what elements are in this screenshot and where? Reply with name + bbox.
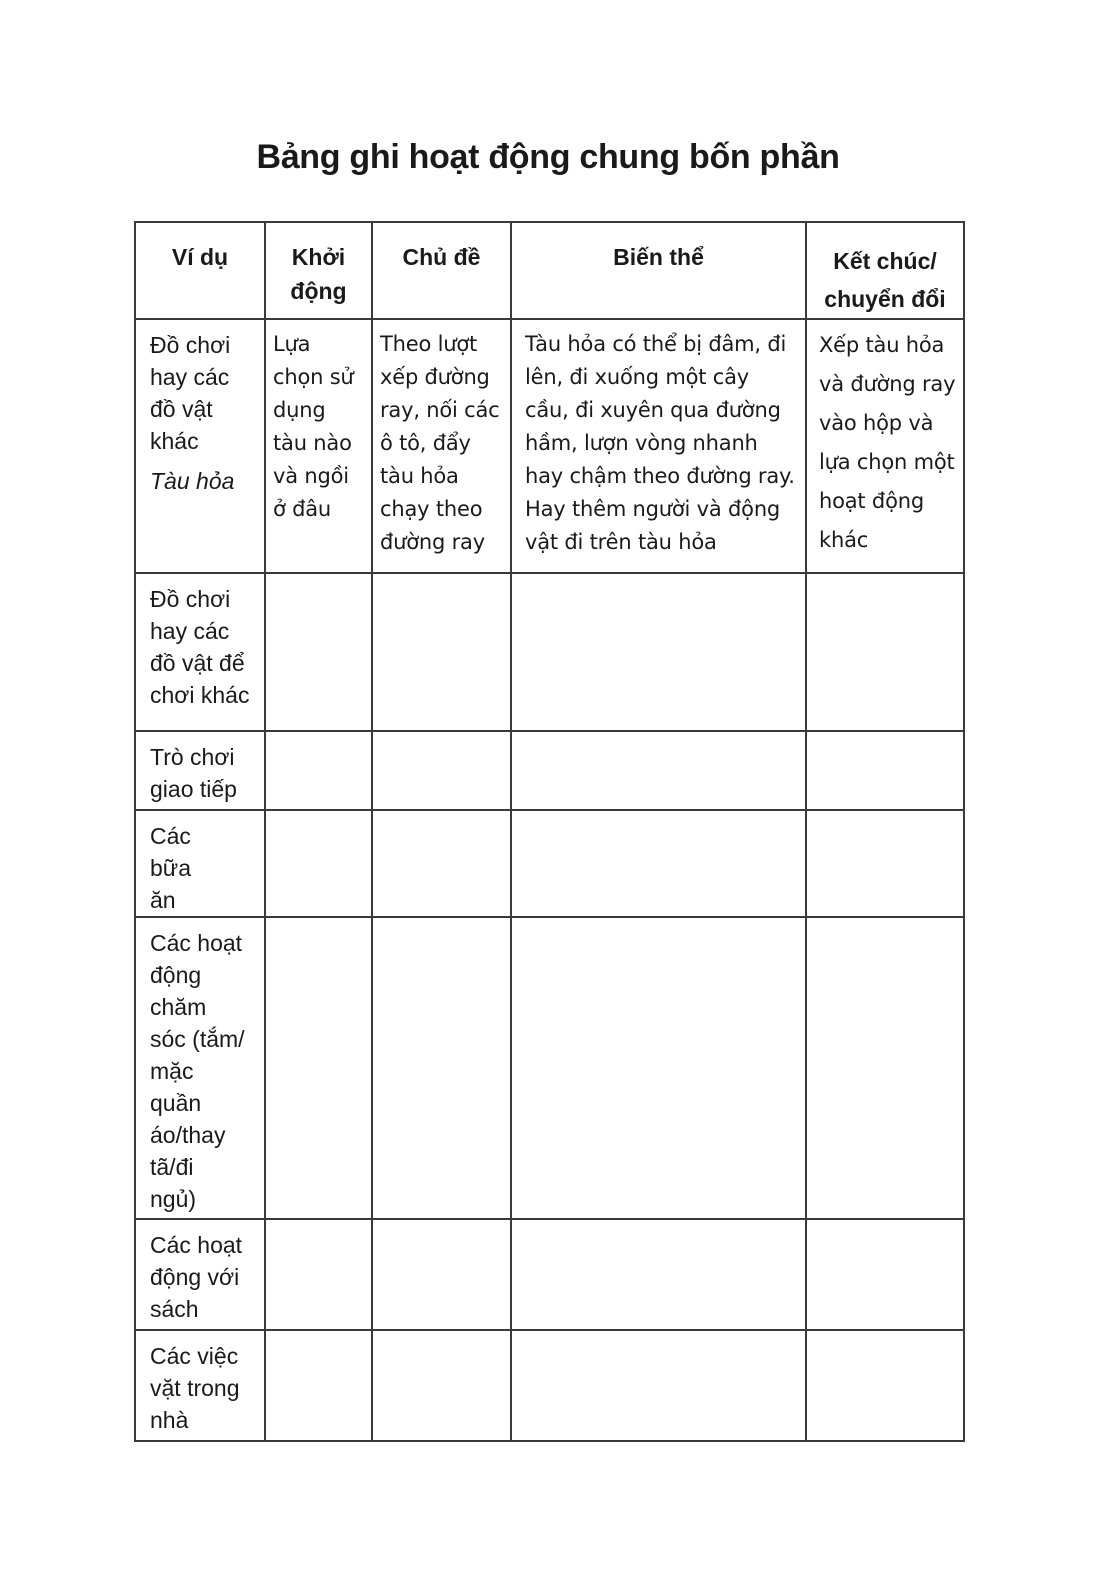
empty-cell[interactable] <box>806 917 964 1219</box>
empty-cell[interactable] <box>806 573 964 731</box>
empty-cell[interactable] <box>265 1330 372 1441</box>
row-label: Đồ chơi hay các đồ vật để chơi khác <box>135 573 265 731</box>
row-label: Các bữa ăn <box>135 810 265 917</box>
empty-cell[interactable] <box>806 810 964 917</box>
empty-cell[interactable] <box>265 917 372 1219</box>
empty-cell[interactable] <box>265 1219 372 1330</box>
header-chu-de: Chủ đề <box>372 222 511 319</box>
row-label: Trò chơi giao tiếp <box>135 731 265 810</box>
empty-cell[interactable] <box>265 810 372 917</box>
example-row-label <box>135 319 265 573</box>
empty-cell[interactable] <box>511 731 806 810</box>
empty-cell[interactable] <box>372 573 511 731</box>
header-vi-du: Ví dụ <box>135 222 265 319</box>
table-row <box>135 917 964 1219</box>
row-label: Các hoạt động với sách <box>135 1219 265 1330</box>
page-title: Bảng ghi hoạt động chung bốn phần <box>256 138 840 176</box>
table-row <box>135 731 964 810</box>
empty-cell[interactable] <box>511 573 806 731</box>
empty-cell[interactable] <box>372 1219 511 1330</box>
example-ket-thuc: Xếp tàu hỏa và đường ray vào hộp và lựa chọn một hoạt động khác <box>806 319 964 573</box>
empty-cell[interactable] <box>806 731 964 810</box>
header-ket-thuc: Kết chúc/ chuyển đổi <box>806 222 964 319</box>
empty-cell[interactable] <box>511 917 806 1219</box>
activity-table <box>134 221 965 1442</box>
header-bien-the: Biến thể <box>511 222 806 319</box>
example-row <box>135 319 964 573</box>
example-bien-the: Tàu hỏa có thể bị đâm, đi lên, đi xuống một cây cầu, đi xuyên qua đường hầm, lượn vòng nhanh hay chậm theo đường ray. Hay thêm người và động vật đi trên tàu hỏa <box>511 319 806 573</box>
row-label: Các việc vặt trong nhà <box>135 1330 265 1441</box>
table-row <box>135 810 964 917</box>
empty-cell[interactable] <box>372 810 511 917</box>
empty-cell[interactable] <box>806 1219 964 1330</box>
empty-cell[interactable] <box>372 917 511 1219</box>
example-label-italic: Tàu hỏa <box>150 468 235 494</box>
empty-cell[interactable] <box>265 573 372 731</box>
empty-cell[interactable] <box>511 1330 806 1441</box>
header-khoi-dong: Khởi động <box>265 222 372 319</box>
example-khoi-dong: Lựa chọn sử dụng tàu nào và ngồi ở đâu <box>265 319 372 573</box>
empty-cell[interactable] <box>511 810 806 917</box>
empty-cell[interactable] <box>372 731 511 810</box>
table-header-row <box>135 222 964 319</box>
example-label-text: Đồ chơi hay các đồ vật khác <box>150 332 231 454</box>
row-label: Các hoạt động chăm sóc (tắm/ mặc quần áo/thay tã/đi ngủ) <box>135 917 265 1219</box>
empty-cell[interactable] <box>372 1330 511 1441</box>
empty-cell[interactable] <box>265 731 372 810</box>
empty-cell[interactable] <box>806 1330 964 1441</box>
table-row <box>135 1330 964 1441</box>
empty-cell[interactable] <box>511 1219 806 1330</box>
table-row <box>135 1219 964 1330</box>
table-row <box>135 573 964 731</box>
example-chu-de: Theo lượt xếp đường ray, nối các ô tô, đẩy tàu hỏa chạy theo đường ray <box>372 319 511 573</box>
